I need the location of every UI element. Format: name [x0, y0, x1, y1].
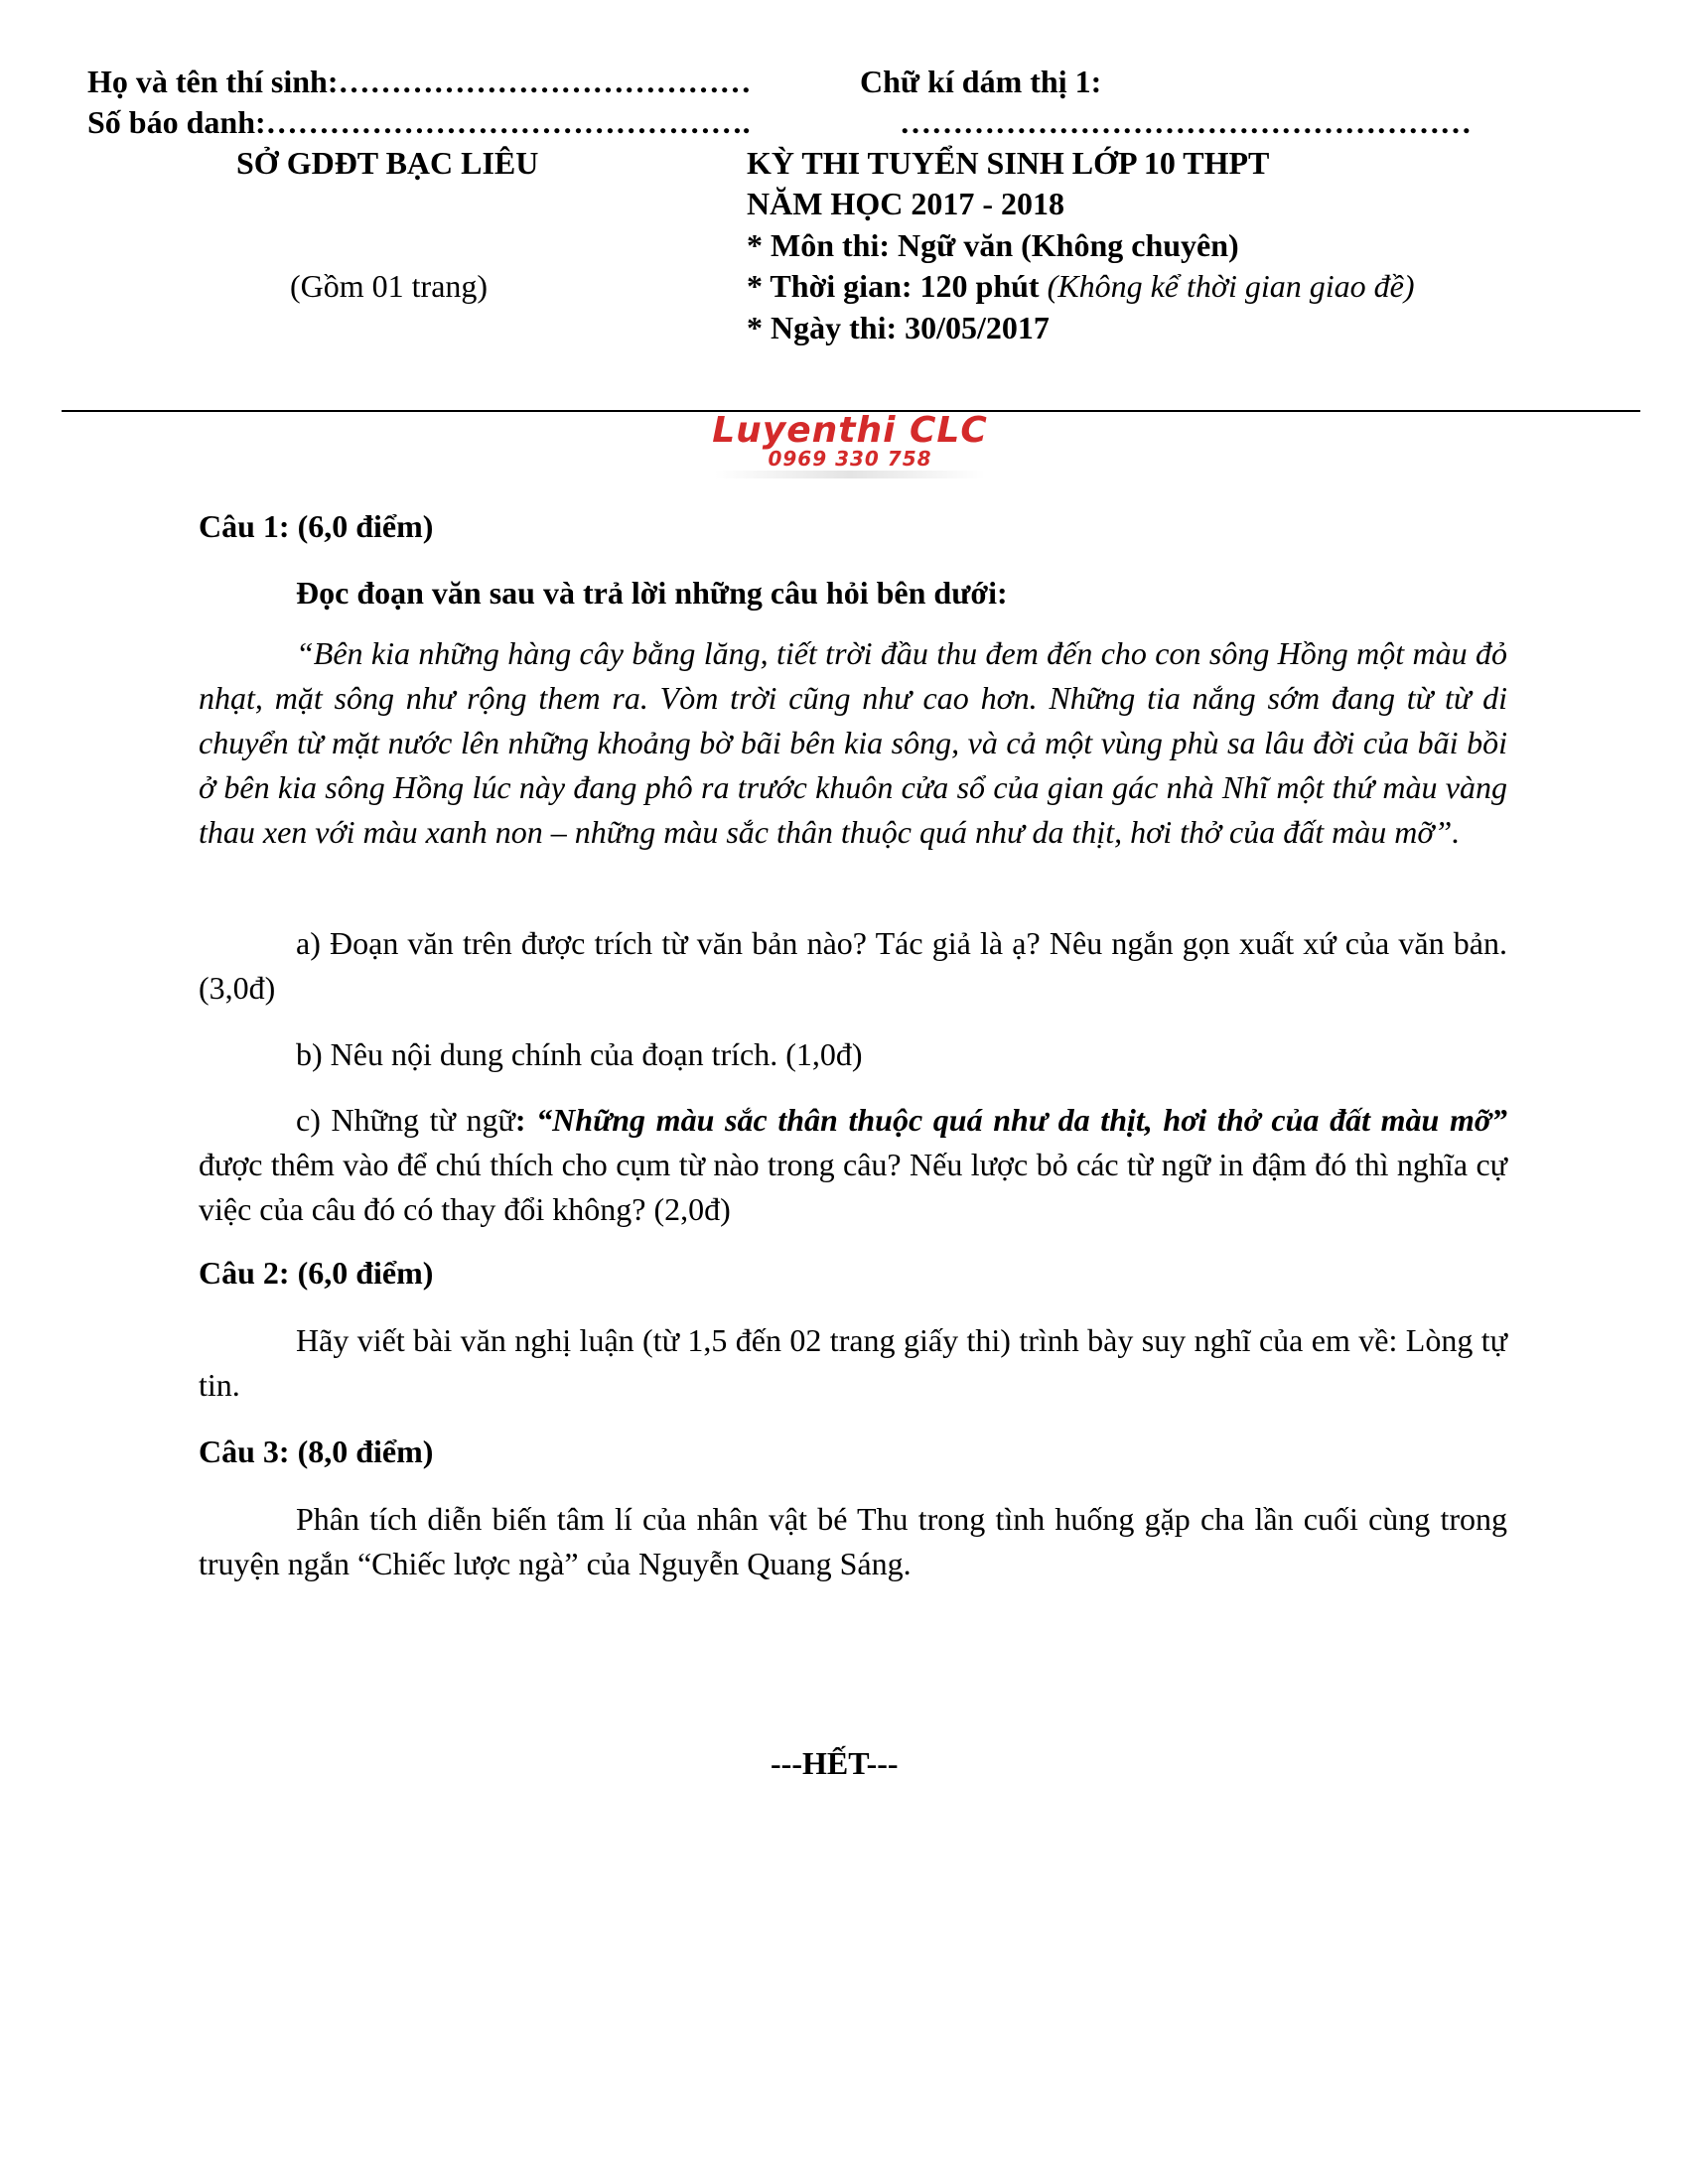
question-1-passage: “Bên kia những hàng cây bằng lăng, tiết trời đầu thu đem đến cho con sông Hồng một màu đỏ nhạt, mặt sông như rộng them ra. Vòm trời cũng như cao hơn. Những tia nắng sớm đang từ từ di chuyển từ mặt nước lên những khoảng bờ bãi bên kia sông, và cả một vùng phù sa lâu đời của bãi bồi ở bên kia sông Hồng lúc này đang phô ra trước khuôn cửa sổ của gian gác nhà Nhĩ một thứ màu vàng thau xen với màu xanh non – những màu sắc thân thuộc quá như da thịt, hơi thở của đất màu mỡ”. — [199, 635, 1507, 850]
candidate-number-field: Số báo danh:………………………………………. — [87, 104, 751, 140]
exam-time — [747, 266, 1414, 306]
question-1-part-b: b) Nêu nội dung chính của đoạn trích. (1,0đ) — [296, 1036, 863, 1072]
exam-time-label: * Thời gian: 120 phút — [747, 268, 1040, 304]
exam-subject: * Môn thi: Ngữ văn (Không chuyên) — [747, 227, 1239, 263]
question-2-body: Hãy viết bài văn nghị luận (từ 1,5 đến 02 trang giấy thi) trình bày suy nghĩ của em về: Lòng tự tin. — [199, 1322, 1507, 1403]
end-mark: ---HẾT--- — [771, 1745, 899, 1781]
brand-logo-shadow — [715, 471, 985, 478]
question-1-part-c — [199, 1098, 1507, 1232]
exam-date: * Ngày thi: 30/05/2017 — [747, 310, 1050, 345]
brand-phone: 0969 330 758 — [768, 447, 932, 471]
question-3-body: Phân tích diễn biến tâm lí của nhân vật bé Thu trong tình huống gặp cha lần cuối cùng trong truyện ngắn “Chiếc lược ngà” của Nguyễn Quang Sáng. — [199, 1501, 1507, 1581]
question-3-title: Câu 3: (8,0 điểm) — [199, 1433, 434, 1469]
part-c-rest: được thêm vào để chú thích cho cụm từ nào trong câu? Nếu lược bỏ các từ ngữ in đậm đó thì nghĩa cự việc của câu đó có thay đổi không? (2,0đ) — [199, 1147, 1507, 1227]
question-1-instruction: Đọc đoạn văn sau và trả lời những câu hỏi bên dưới: — [296, 575, 1008, 611]
question-2-title: Câu 2: (6,0 điểm) — [199, 1255, 434, 1291]
part-c-colon: : — [514, 1102, 526, 1138]
question-1-part-a: a) Đoạn văn trên được trích từ văn bản nào? Tác giả là ạ? Nêu ngắn gọn xuất xứ của văn bản. (3,0đ) — [199, 925, 1507, 1006]
question-1-title: Câu 1: (6,0 điểm) — [199, 508, 434, 544]
school-year: NĂM HỌC 2017 - 2018 — [747, 186, 1064, 221]
invigilator-signature-label: Chữ kí dám thị 1: — [860, 64, 1102, 99]
part-c-lead: c) Những từ ngữ — [296, 1102, 515, 1138]
part-c-quote: “Những màu sắc thân thuộc quá như da thịt, hơi thở của đất màu mỡ” — [536, 1102, 1508, 1138]
brand-name: Luyenthi CLC — [712, 410, 988, 451]
signature-dots: ……………………………………………… — [900, 104, 1472, 140]
exam-time-note: (Không kể thời gian giao đề) — [1047, 268, 1415, 304]
exam-title: KỲ THI TUYỂN SINH LỚP 10 THPT — [747, 145, 1270, 181]
candidate-name-field: Họ và tên thí sinh:………………………………… — [87, 64, 752, 99]
brand-logo — [695, 411, 1005, 473]
department-name: SỞ GDĐT BẠC LIÊU — [236, 145, 539, 181]
page-count: (Gồm 01 trang) — [290, 268, 489, 304]
